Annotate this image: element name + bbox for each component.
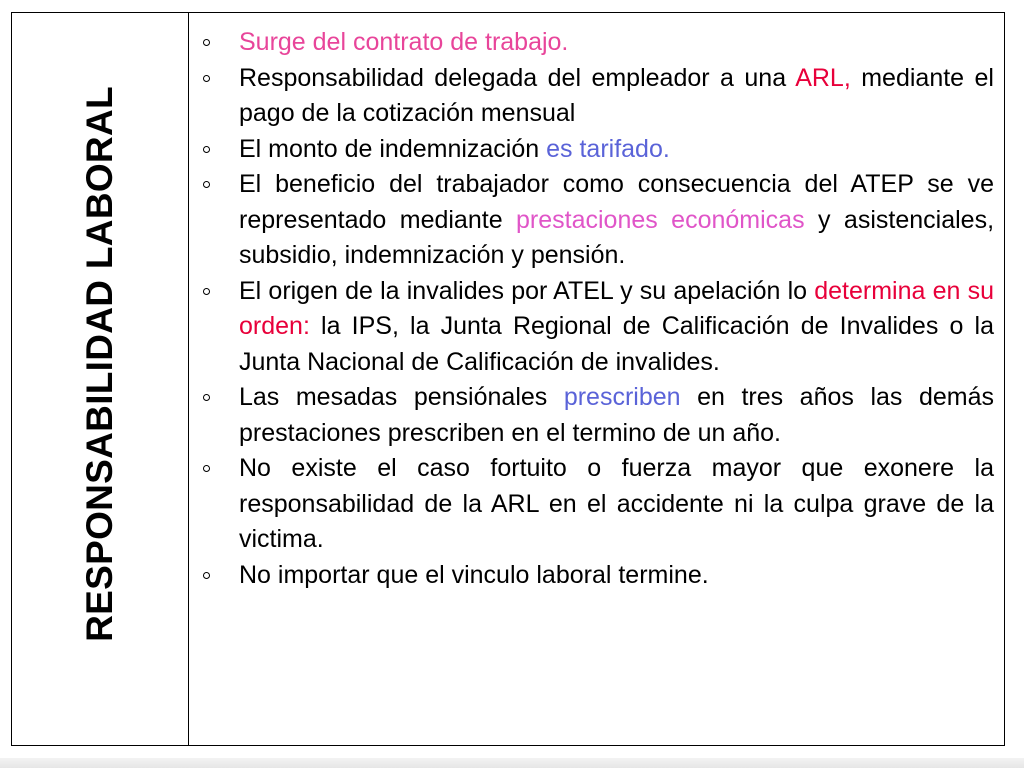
bullet-text-segment: El origen de la invalides por ATEL y su apelación lo — [239, 276, 815, 305]
bullet-item — [189, 61, 994, 132]
content-table — [11, 12, 1005, 746]
slide-bottom-edge — [0, 758, 1024, 768]
slide-title: RESPONSABILIDAD LABORAL — [79, 86, 120, 642]
bullet-item — [189, 451, 994, 558]
bullet-text-segment: mediante el pago de la cotización mensual — [239, 63, 994, 127]
hollow-circle-icon — [203, 181, 210, 188]
bullet-text-segment: prestaciones económicas — [516, 205, 805, 234]
bullet-text-segment: la IPS, la Junta Regional de Calificación de Invalides o la Junta Nacional de Calificación de invalides. — [239, 312, 994, 376]
bullet-text-segment: determina en su orden: — [239, 276, 994, 340]
bullet-text-segment: en tres años las demás prestaciones prescriben en el termino de un año. — [239, 383, 994, 447]
hollow-circle-icon — [203, 465, 210, 472]
hollow-circle-icon — [203, 75, 210, 82]
hollow-circle-icon — [203, 39, 210, 46]
title-cell — [12, 13, 189, 745]
bullet-text-segment: No importar que el vinculo laboral termine. — [239, 560, 709, 589]
bullet-text-segment: Surge del contrato de trabajo. — [239, 28, 569, 56]
bullet-item — [189, 132, 994, 168]
bullet-item — [189, 380, 994, 451]
bullet-text-segment: ARL, — [795, 63, 851, 92]
bullet-cell — [189, 13, 1004, 745]
bullet-text-segment: es tarifado. — [546, 134, 670, 163]
bullet-item — [189, 274, 994, 381]
bullet-item — [189, 167, 994, 274]
bullet-text-segment: Las mesadas pensiónales — [239, 383, 564, 411]
hollow-circle-icon — [203, 572, 210, 579]
hollow-circle-icon — [203, 146, 210, 153]
bullet-text-segment: y asistenciales, subsidio, indemnización y pensión. — [239, 205, 995, 269]
bullet-item — [189, 25, 994, 61]
bullet-text-segment: Responsabilidad delegada del empleador a una — [239, 63, 796, 92]
bullet-text-segment: prescriben — [563, 383, 681, 411]
bullet-item — [189, 558, 994, 594]
bullet-list — [189, 25, 994, 593]
bullet-text-segment: No existe el caso fortuito o fuerza mayor que exonere la responsabilidad de la ARL en el accidente ni la culpa grave de la victima. — [239, 454, 994, 553]
bullet-text-segment: El monto de indemnización — [239, 134, 547, 163]
hollow-circle-icon — [203, 288, 210, 295]
hollow-circle-icon — [203, 394, 210, 401]
bullet-text-segment: El beneficio del trabajador como consecuencia del ATEP se ve representado mediante — [239, 170, 994, 234]
